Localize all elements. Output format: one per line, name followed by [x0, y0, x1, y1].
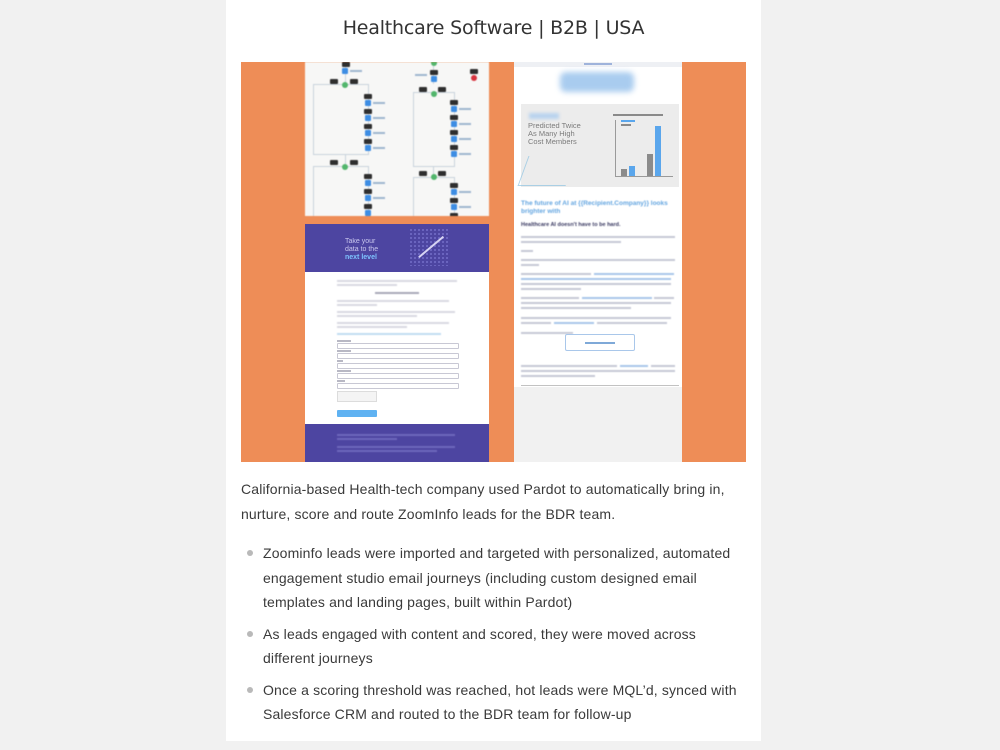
bullet-dot-icon — [247, 631, 253, 637]
bullet-item: Zoominfo leads were imported and targeted with personalized, automated engagement studio email journeys (including custom designed email templates and landing pages, built within Pardot) — [241, 541, 746, 615]
email-template-screenshot — [514, 62, 682, 462]
company-logo — [560, 72, 634, 92]
submit-button — [337, 410, 377, 417]
landing-page-headline: Take your data to the next level — [345, 238, 379, 261]
case-study-intro: California-based Health-tech company used Pardot to automatically bring in, nurture, score and route ZoomInfo leads for the BDR team. — [241, 481, 725, 522]
bullet-dot-icon — [247, 687, 253, 693]
bullet-item: Once a scoring threshold was reached, hot leads were MQL’d, synced with Salesforce CRM and routed to the BDR team for follow-up — [241, 678, 746, 727]
email-subheading: Healthcare AI doesn't have to be hard. — [521, 222, 621, 228]
card-title: Healthcare Software | B2B | USA — [342, 17, 645, 39]
case-study-card — [226, 0, 761, 741]
landing-page-footer — [305, 424, 489, 462]
set-up-demo-button — [565, 334, 635, 351]
line-graphic — [518, 156, 577, 186]
landing-page-header — [305, 224, 489, 272]
banner-text: Predicted Twice As Many High Cost Members — [528, 121, 581, 146]
bullet-item: As leads engaged with content and scored, they were moved across different journeys — [241, 622, 746, 671]
case-study-bullets — [241, 541, 746, 734]
hero-image — [241, 62, 746, 462]
captcha-widget — [337, 391, 377, 402]
email-headline: The future of AI at {{Recipient.Company}} looks brighter with — [521, 200, 668, 215]
bullet-dot-icon — [247, 550, 253, 556]
landing-page-screenshot — [305, 224, 489, 462]
email-banner — [521, 104, 679, 187]
bar-chart-graphic — [599, 114, 675, 184]
engagement-studio-flow-screenshot — [305, 62, 489, 216]
